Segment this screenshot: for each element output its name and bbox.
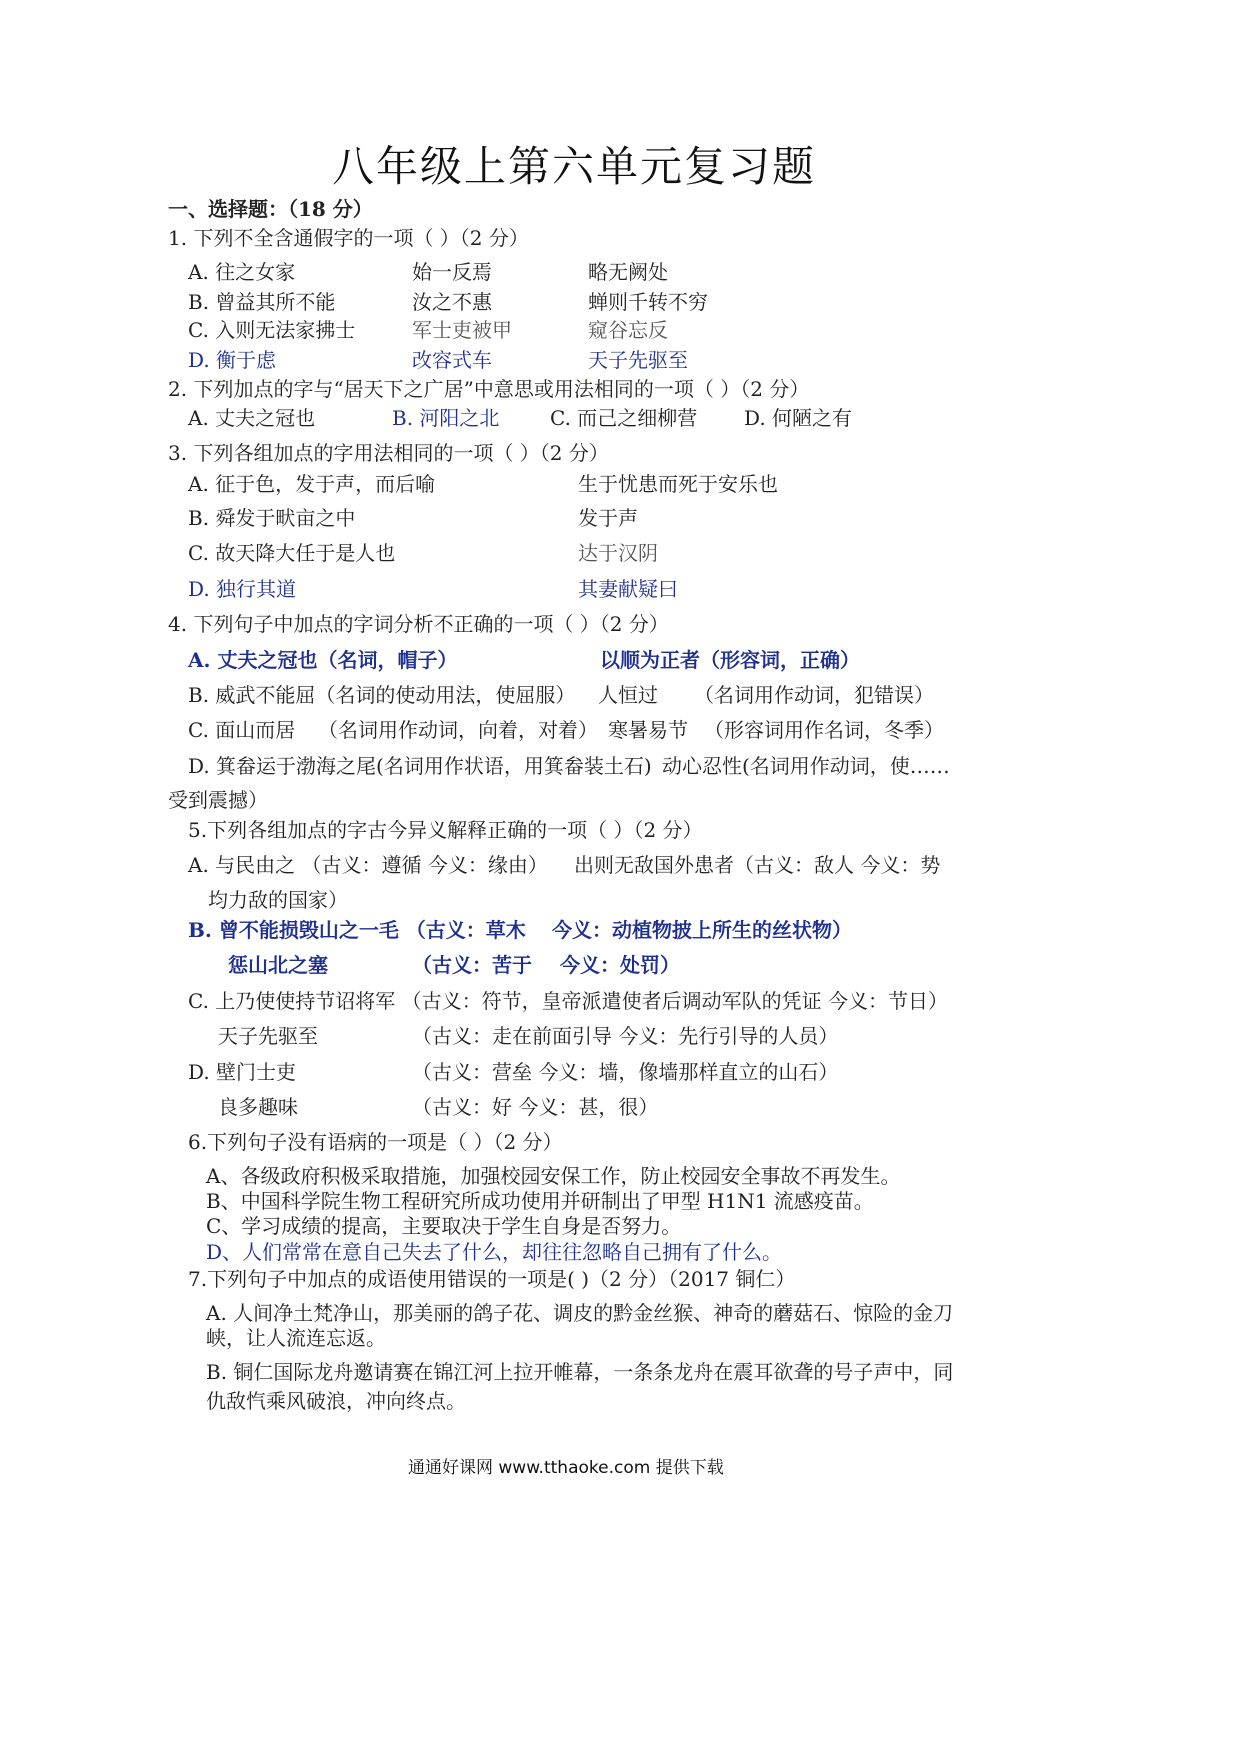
q3-option-a-1: A. 征于色，发于声，而后喻 bbox=[188, 472, 436, 496]
q4-option-b-1: B. 威武不能屈（名词的使动用法，使屈服） bbox=[188, 683, 576, 707]
q1-option-b-3: 蝉则千转不穷 bbox=[588, 290, 708, 314]
q4-option-c-2: （名词用作动词，向着，对着） bbox=[318, 718, 598, 742]
q2-option-b: B. 河阳之北 bbox=[392, 406, 500, 430]
q1-option-c-2: 军士吏被甲 bbox=[412, 318, 512, 342]
q1-option-c-1: C. 入则无法家拂士 bbox=[188, 318, 356, 342]
q2-option-d: D. 何陋之有 bbox=[744, 406, 853, 430]
question-4-stem: 4. 下列句子中加点的字词分析不正确的一项（ ）（2 分） bbox=[168, 612, 669, 636]
q5-option-a-continued: 均力敌的国家） bbox=[208, 888, 348, 912]
question-5-stem: 5.下列各组加点的字古今异义解释正确的一项（ ）（2 分） bbox=[188, 818, 703, 842]
q1-option-d-2: 改容式车 bbox=[412, 348, 492, 372]
q1-option-a-2: 始一反焉 bbox=[412, 260, 492, 284]
q7-option-b-continued: 仇敌忾乘风破浪，冲向终点。 bbox=[206, 1389, 466, 1413]
q5-option-d-1: D. 壁门士吏 bbox=[188, 1060, 297, 1084]
question-2-stem: 2. 下列加点的字与“居天下之广居”中意思或用法相同的一项（ ）（2 分） bbox=[168, 377, 810, 401]
section-heading: 一、选择题：（18 分） bbox=[168, 197, 373, 221]
q2-option-a: A. 丈夫之冠也 bbox=[188, 406, 316, 430]
q5-option-b2-3: 今义：处罚） bbox=[560, 953, 680, 977]
q5-option-a-2: 出则无敌国外患者（古义：敌人 今义：势 bbox=[574, 853, 941, 877]
q1-option-b-1: B. 曾益其所不能 bbox=[188, 290, 336, 314]
q1-option-a-1: A. 往之女家 bbox=[188, 260, 296, 284]
q1-option-c-3: 窥谷忘反 bbox=[588, 318, 668, 342]
q5-option-b2-1: 惩山北之塞 bbox=[228, 953, 328, 977]
q3-option-d-2: 其妻献疑曰 bbox=[578, 577, 678, 601]
q5-option-b-1: B. 曾不能损毁山之一毛 （古义：草木 bbox=[188, 918, 526, 942]
q1-option-d-1: D. 衡于虑 bbox=[188, 348, 277, 372]
q5-option-c2-1: 天子先驱至 bbox=[218, 1024, 318, 1048]
q5-option-c-1: C. 上乃使使持节诏将军 （古义：符节，皇帝派遣使者后调动军队的凭证 今义：节日） bbox=[188, 989, 949, 1013]
question-3-stem: 3. 下列各组加点的字用法相同的一项（ ）（2 分） bbox=[168, 441, 609, 465]
q4-option-a-1: A. 丈夫之冠也（名词，帽子） bbox=[188, 648, 458, 672]
q4-option-a-2: 以顺为正者（形容词，正确） bbox=[600, 648, 860, 672]
q6-option-a: A、各级政府积极采取措施，加强校园安保工作，防止校园安全事故不再发生。 bbox=[206, 1164, 901, 1188]
q4-option-d-continued: 受到震撼） bbox=[168, 788, 268, 812]
question-6-stem: 6.下列句子没有语病的一项是（ ）（2 分） bbox=[188, 1130, 563, 1154]
q1-option-b-2: 汝之不惠 bbox=[412, 290, 492, 314]
q4-option-d-1: D. 箕畚运于渤海之尾(名词用作状语，用箕畚装土石) bbox=[188, 754, 652, 778]
q4-option-b-2: 人恒过 bbox=[598, 683, 658, 707]
question-7-stem: 7.下列句子中加点的成语使用错误的一项是( )（2 分）（2017 铜仁） bbox=[188, 1267, 796, 1291]
question-1-stem: 1. 下列不全含通假字的一项（ ）（2 分） bbox=[168, 226, 529, 250]
q7-option-a: A. 人间净土梵净山，那美丽的鸽子花、调皮的黔金丝猴、神奇的蘑菇石、惊险的金刀 bbox=[206, 1301, 954, 1325]
q2-option-c: C. 而己之细柳营 bbox=[550, 406, 698, 430]
q4-option-d-2: 动心忍性(名词用作动词，使…… bbox=[662, 754, 950, 778]
q6-option-b: B、中国科学院生物工程研究所成功使用并研制出了甲型 H1N1 流感疫苗。 bbox=[206, 1189, 874, 1213]
q4-option-b-3: （名词用作动词，犯错误） bbox=[694, 683, 934, 707]
q4-option-c-3: 寒暑易节 bbox=[608, 718, 688, 742]
q3-option-c-1: C. 故天降大任于是人也 bbox=[188, 541, 396, 565]
q5-option-d-2: （古义：营垒 今义：墙，像墙那样直立的山石） bbox=[412, 1060, 839, 1084]
q4-option-c-4: （形容词用作名词，冬季） bbox=[704, 718, 944, 742]
q3-option-c-2: 达于汉阴 bbox=[578, 541, 658, 565]
q5-option-d2-2: （古义：好 今义：甚，很） bbox=[412, 1095, 659, 1119]
q5-option-b2-2: （古义：苦于 bbox=[412, 953, 532, 977]
q3-option-a-2: 生于忧患而死于安乐也 bbox=[578, 472, 778, 496]
q1-option-d-3: 天子先驱至 bbox=[588, 348, 688, 372]
page-title: 八年级上第六单元复习题 bbox=[332, 142, 817, 191]
q3-option-b-2: 发于声 bbox=[578, 506, 638, 530]
q7-option-a-continued: 峡，让人流连忘返。 bbox=[206, 1326, 386, 1350]
q5-option-c2-2: （古义：走在前面引导 今义：先行引导的人员） bbox=[412, 1024, 839, 1048]
page-footer: 通通好课网 www.tthaoke.com 提供下载 bbox=[408, 1458, 724, 1478]
q3-option-d-1: D. 独行其道 bbox=[188, 577, 297, 601]
q1-option-a-3: 略无阙处 bbox=[588, 260, 668, 284]
q5-option-d2-1: 良多趣味 bbox=[218, 1095, 298, 1119]
q7-option-b: B. 铜仁国际龙舟邀请赛在锦江河上拉开帷幕，一条条龙舟在震耳欲聋的号子声中，同 bbox=[206, 1360, 954, 1384]
q6-option-c: C、学习成绩的提高，主要取决于学生自身是否努力。 bbox=[206, 1214, 682, 1238]
q5-option-a-1: A. 与民由之 （古义：遵循 今义：缘由） bbox=[188, 853, 548, 877]
q5-option-b-2: 今义：动植物披上所生的丝状物） bbox=[552, 918, 852, 942]
q3-option-b-1: B. 舜发于畎亩之中 bbox=[188, 506, 356, 530]
q4-option-c-1: C. 面山而居 bbox=[188, 718, 296, 742]
q6-option-d: D、人们常常在意自己失去了什么，却往往忽略自己拥有了什么。 bbox=[206, 1240, 783, 1264]
